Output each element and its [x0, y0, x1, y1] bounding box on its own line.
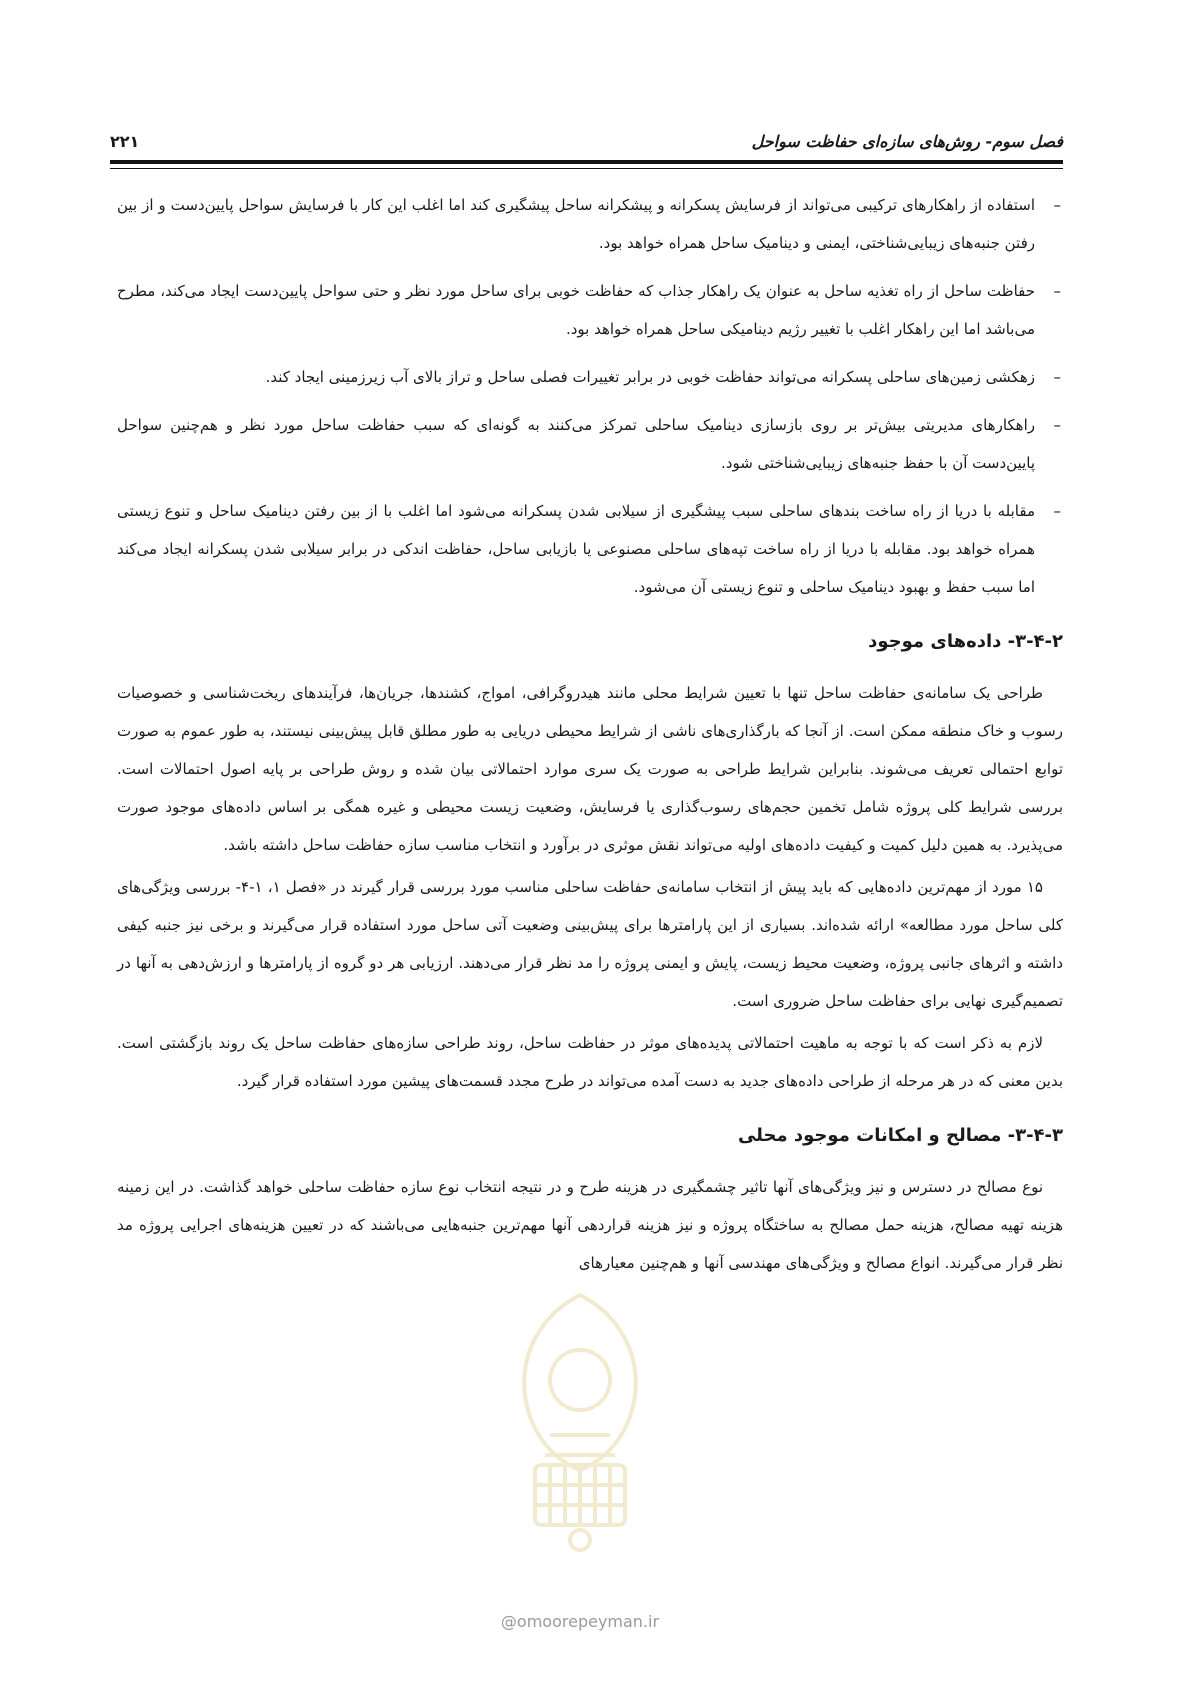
bullet-dash: – [1053, 368, 1061, 386]
section-heading-local-materials: ۳-۴-۳- مصالح و امکانات موجود محلی [737, 1125, 1063, 1146]
page-header [110, 128, 1063, 154]
bullet-dash: – [1053, 502, 1061, 520]
list-item-text: استفاده از راهکارهای ترکیبی می‌تواند از فرسایش پسکرانه و پیشکرانه ساحل پیشگیری کند اما اغلب این کار با فرسایش سواحل پایین‌دست و از بین رفتن جنبه‌های زیبایی‌شناختی، ایمنی و دینامیک ساحل همراه خواهد بود. [117, 196, 1035, 252]
list-item-text: زهکشی زمین‌های ساحلی پسکرانه می‌تواند حفاظت خوبی در برابر تغییرات فصلی ساحل و تراز بالای آب زیرزمینی ایجاد کند. [265, 368, 1035, 386]
list-item [117, 272, 1063, 348]
watermark-text: @omoorepeyman.ir [500, 1612, 660, 1631]
section-heading-available-data: ۳-۴-۲- داده‌های موجود [868, 631, 1063, 652]
bullet-dash: – [1053, 196, 1061, 214]
paragraph: طراحی یک سامانه‌ی حفاظت ساحل تنها با تعیین شرایط محلی مانند هیدروگرافی، امواج، کشندها، جریان‌ها، فرآیندهای ریخت‌شناسی و خصوصیات رسوب و خاک منطقه ممکن است. از آنجا که بارگذاری‌های ناشی از شرایط محیطی دریایی به طور مطلق قابل پیش‌بینی نیستند، به طور عموم به صورت توابع احتمالی تعریف می‌شوند. بنابراین شرایط طراحی به صورت یک سری موارد احتمالاتی بیان شده و روش طراحی بر پایه اصول احتمالات است. بررسی شرایط کلی پروژه شامل تخمین حجم‌های رسوب‌گذاری یا فرسایش، وضعیت زیست محیطی و غیره همگی بر اساس داده‌های موجود صورت می‌پذیرد. به همین دلیل کمیت و کیفیت داده‌های اولیه می‌تواند نقش موثری در برآورد و انتخاب مناسب سازه حفاظت ساحل داشته باشد. [117, 684, 1063, 854]
paragraph: لازم به ذکر است که با توجه به ماهیت احتمالاتی پدیده‌های موثر در حفاظت ساحل، روند طراحی سازه‌های حفاظت ساحل یک روند بازگشتی است. بدین معنی که در هر مرحله از طراحی داده‌های جدید به دست آمده می‌تواند در طرح مجدد قسمت‌های پیشین مورد استفاده قرار گیرد. [117, 1034, 1063, 1090]
list-item [117, 186, 1063, 262]
bullet-dash: – [1053, 282, 1061, 300]
watermark-logo-icon [480, 1285, 680, 1555]
paragraph: نوع مصالح در دسترس و نیز ویژگی‌های آنها تاثیر چشمگیری در هزینه طرح و در نتیجه انتخاب نوع سازه حفاظت ساحلی خواهد گذاشت. در این زمینه هزینه تهیه مصالح، هزینه حمل مصالح به ساختگاه پروژه و نیز هزینه قراردهی آنها مهم‌ترین جنبه‌هایی می‌باشند که در تعیین هزینه‌های اجرایی پروژه مد نظر قرار می‌گیرند. انواع مصالح و ویژگی‌های مهندسی آنها و هم‌چنین معیارهای [117, 1178, 1063, 1272]
bullet-dash: – [1053, 416, 1061, 434]
header-rule-thick [110, 160, 1063, 164]
list-item-text: راهکارهای مدیریتی بیش‌تر بر روی بازسازی دینامیک ساحلی تمرکز می‌کنند به گونه‌ای که سبب حفاظت ساحل مورد نظر و هم‌چنین سواحل پایین‌دست آن با حفظ جنبه‌های زیبایی‌شناختی شود. [117, 416, 1035, 472]
chapter-title: فصل سوم- روش‌های سازه‌ای حفاظت سواحل [751, 131, 1063, 151]
list-item-text: حفاظت ساحل از راه تغذیه ساحل به عنوان یک راهکار جذاب که حفاظت خوبی برای ساحل مورد نظر و حتی سواحل پایین‌دست ایجاد می‌کند، مطرح می‌باشد اما این راهکار اغلب با تغییر رژیم دینامیکی ساحل همراه خواهد بود. [117, 282, 1035, 338]
header-rule-thin [110, 168, 1063, 169]
page-number: ۲۲۱ [110, 131, 140, 151]
list-item-text: مقابله با دریا از راه ساخت بندهای ساحلی سبب پیشگیری از سیلابی شدن پسکرانه می‌شود اما اغلب با از بین رفتن دینامیک ساحل و تنوع زیستی همراه خواهد بود. مقابله با دریا از راه ساخت تپه‌های ساحلی مصنوعی یا بازیابی ساحل، حفاظت اندکی در برابر سیلابی شدن پسکرانه ایجاد می‌کند اما سبب حفظ و بهبود دینامیک ساحلی و تنوع زیستی آن می‌شود. [117, 502, 1035, 596]
list-item [117, 406, 1063, 482]
list-item [117, 358, 1063, 396]
list-item [117, 492, 1063, 606]
bullet-list [117, 186, 1063, 606]
paragraph: ۱۵ مورد از مهم‌ترین داده‌هایی که باید پیش از انتخاب سامانه‌ی حفاظت ساحلی مناسب مورد بررسی قرار گیرند در «فصل ۱، ۱-۴- بررسی ویژگی‌های کلی ساحل مورد مطالعه» ارائه شده‌اند. بسیاری از این پارامترها برای پیش‌بینی وضعیت آتی ساحل مورد استفاده قرار می‌گیرند و برخی نیز جنبه کیفی داشته و اثرهای جانبی پروژه، وضعیت محیط زیست، پایش و ایمنی پروژه را مد نظر قرار می‌دهند. ارزیابی هر دو گروه از پارامترها و ارزش‌دهی به آنها در تصمیم‌گیری نهایی برای حفاظت ساحل ضروری است. [117, 878, 1063, 1010]
page-content [117, 186, 1063, 1286]
